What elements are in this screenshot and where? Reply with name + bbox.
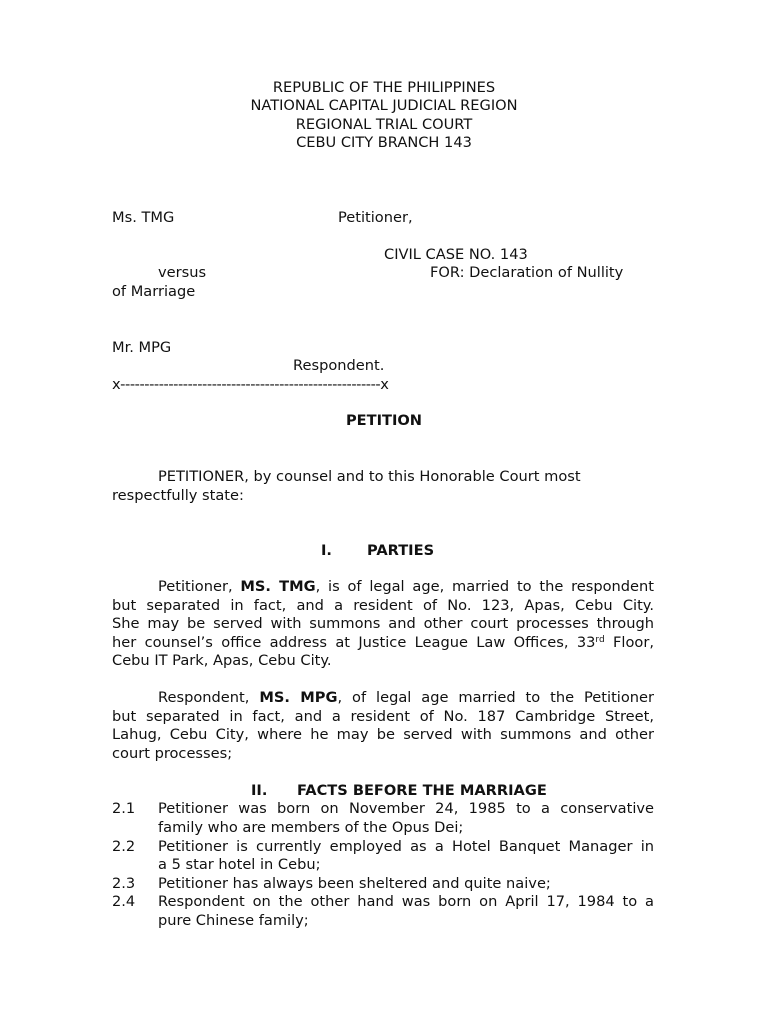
list-item-number: 2.4	[112, 893, 136, 910]
respondent-name-bold: MS. MPG	[259, 689, 338, 706]
header-court: REGIONAL TRIAL COURT	[295, 116, 473, 133]
list-item-text: Petitioner was born on November 24, 1985 to a conservative	[158, 800, 654, 817]
header-republic: REPUBLIC OF THE PHILIPPINES	[272, 79, 496, 96]
list-item-number: 2.1	[112, 800, 136, 817]
section-2-numeral: II.	[251, 782, 268, 799]
intro-line-2: respectfully state:	[112, 487, 244, 504]
parties-para-1-line-4: her counsel’s office address at Justice League Law Offices, 33rd Floor,	[112, 634, 654, 651]
parties-para-1-line-3: She may be served with summons and other court processes through	[112, 615, 654, 632]
versus-label: versus	[158, 264, 207, 281]
ordinal-superscript: rd	[595, 635, 605, 645]
section-1-heading: PARTIES	[367, 542, 435, 559]
header-branch: CEBU CITY BRANCH 143	[296, 134, 472, 151]
parties-para-2-line-2: but separated in fact, and a resident of No. 187 Cambridge Street,	[112, 708, 654, 725]
respondent-name: Mr. MPG	[112, 339, 172, 356]
parties-para-2-line-4: court processes;	[112, 745, 233, 762]
parties-para-2-line-3: Lahug, Cebu City, where he may be served with summons and other	[112, 726, 654, 743]
respondent-label: Respondent.	[293, 357, 385, 374]
list-item-text-cont: family who are members of the Opus Dei;	[158, 819, 464, 836]
case-nature: FOR: Declaration of Nullity	[430, 264, 624, 281]
list-item-number: 2.3	[112, 875, 136, 892]
header-region: NATIONAL CAPITAL JUDICIAL REGION	[250, 97, 518, 114]
list-item-text: Petitioner is currently employed as a Hotel Banquet Manager in	[158, 838, 654, 855]
petitioner-name: Ms. TMG	[112, 209, 175, 226]
list-item-text: Respondent on the other hand was born on April 17, 1984 to a	[158, 893, 654, 910]
section-2-heading: FACTS BEFORE THE MARRIAGE	[297, 782, 547, 799]
intro-line-1: PETITIONER, by counsel and to this Honorable Court most	[158, 468, 581, 485]
list-item-text-cont: pure Chinese family;	[158, 912, 309, 929]
petitioner-name-bold: MS. TMG	[240, 578, 316, 595]
case-number: CIVIL CASE NO. 143	[384, 246, 528, 263]
case-nature-continued: of Marriage	[112, 283, 196, 300]
parties-para-1-line-1: Petitioner, MS. TMG, is of legal age, married to the respondent	[158, 578, 654, 595]
list-item-text: Petitioner has always been sheltered and quite naive;	[158, 875, 551, 892]
list-item-number: 2.2	[112, 838, 136, 855]
document-title: PETITION	[345, 412, 423, 429]
parties-para-2-line-1: Respondent, MS. MPG, of legal age married to the Petitioner	[158, 689, 654, 706]
list-item-text-cont: a 5 star hotel in Cebu;	[158, 856, 321, 873]
caption-separator: x------------------------------------------------------x	[112, 376, 389, 393]
parties-para-1-line-5: Cebu IT Park, Apas, Cebu City.	[112, 652, 332, 669]
section-1-numeral: I.	[321, 542, 332, 559]
parties-para-1-line-2: but separated in fact, and a resident of No. 123, Apas, Cebu City.	[112, 597, 654, 614]
petitioner-label: Petitioner,	[338, 209, 413, 226]
